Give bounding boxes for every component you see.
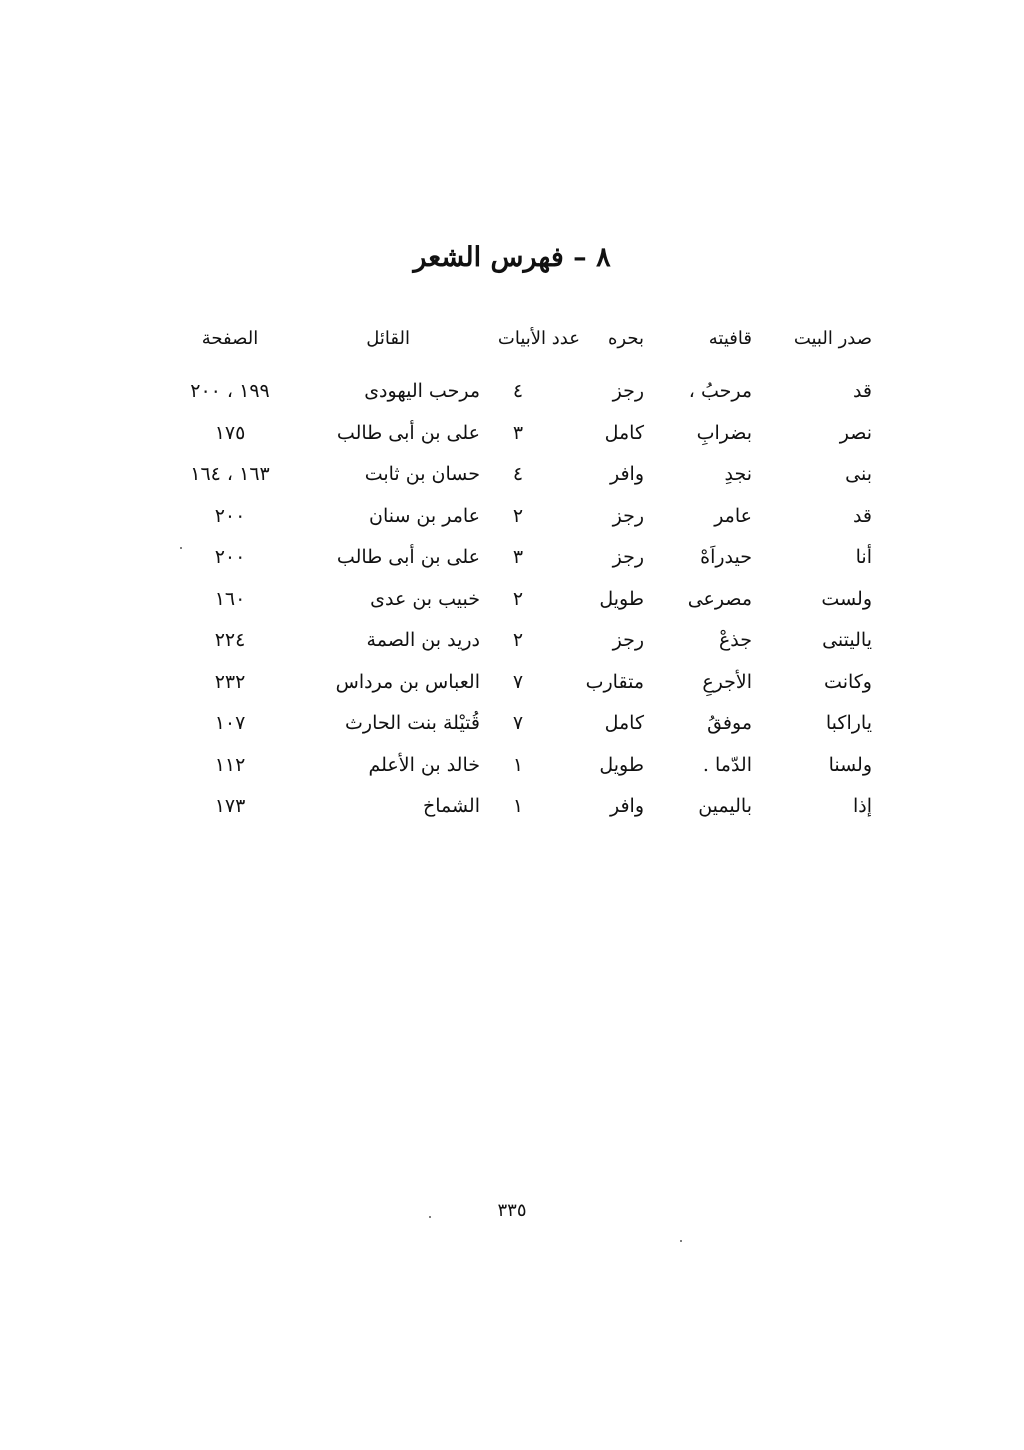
- table-header-row: [160, 322, 880, 374]
- cell-first-word: نصر: [839, 421, 872, 444]
- cell-verse-count: ٧: [512, 670, 524, 693]
- cell-rhyme: مصرعى: [687, 587, 752, 610]
- cell-first-word: وكانت: [824, 670, 872, 693]
- cell-poet: خبيب بن عدى: [370, 587, 480, 610]
- cell-meter: كامل: [604, 712, 644, 734]
- cell-first-word: قد: [852, 504, 872, 527]
- cell-page: ١٠٧: [214, 712, 246, 734]
- cell-verse-count: ٢: [512, 587, 524, 610]
- table-row: [160, 457, 880, 499]
- cell-page: ١٦٠: [214, 587, 246, 610]
- cell-meter: رجز: [612, 546, 644, 568]
- table-row: [160, 582, 880, 624]
- cell-poet: العباس بن مرداس: [335, 670, 480, 693]
- cell-verse-count: ٢: [512, 504, 524, 527]
- cell-first-word: ياليتنى: [822, 629, 872, 651]
- cell-rhyme: مرحبُ ،: [688, 380, 752, 402]
- cell-rhyme: بضرابِ: [696, 421, 752, 444]
- cell-page: ٢٢٤: [214, 629, 246, 651]
- poetry-index-table: [160, 322, 880, 831]
- cell-poet: عامر بن سنان: [368, 504, 480, 527]
- cell-meter: رجز: [612, 380, 644, 402]
- cell-first-word: بنى: [845, 463, 872, 485]
- cell-meter: رجز: [612, 504, 644, 527]
- table-row: [160, 665, 880, 707]
- scan-speck: [680, 1240, 682, 1242]
- cell-page: ١٧٥: [214, 421, 246, 444]
- cell-verse-count: ٧: [512, 712, 524, 734]
- cell-poet: دريد بن الصمة: [366, 629, 480, 651]
- table-row: [160, 623, 880, 665]
- cell-meter: وافر: [609, 795, 644, 817]
- cell-page: ٢٠٠: [214, 504, 246, 527]
- cell-page: ١١٢: [214, 753, 246, 776]
- cell-meter: طويل: [599, 753, 644, 776]
- cell-verse-count: ١: [512, 795, 524, 817]
- cell-verse-count: ٣: [512, 546, 524, 568]
- header-meter: بحره: [608, 328, 644, 349]
- cell-first-word: إذا: [852, 795, 872, 817]
- cell-meter: كامل: [604, 421, 644, 444]
- header-rhyme: قافيته: [708, 328, 752, 349]
- cell-verse-count: ٤: [512, 463, 524, 485]
- cell-meter: رجز: [612, 629, 644, 651]
- header-first-word: صدر البيت: [793, 328, 872, 349]
- scan-speck: [180, 547, 182, 549]
- cell-verse-count: ٣: [512, 421, 524, 444]
- table-row: [160, 416, 880, 458]
- cell-verse-count: ٤: [512, 380, 524, 402]
- cell-first-word: ولست: [821, 587, 872, 610]
- cell-poet: حسان بن ثابت: [364, 463, 480, 485]
- cell-meter: وافر: [609, 463, 644, 485]
- cell-poet: قُتيْلة بنت الحارث: [345, 712, 480, 734]
- table-row: [160, 706, 880, 748]
- cell-rhyme: موفقُ: [707, 712, 752, 734]
- header-page: الصفحة: [201, 328, 259, 349]
- cell-page: ٢٣٢: [214, 670, 246, 693]
- cell-rhyme: باليمين: [698, 795, 752, 817]
- cell-poet: على بن أبى طالب: [336, 546, 480, 568]
- cell-rhyme: حيدراَهْ: [700, 546, 752, 568]
- cell-meter: متقارب: [585, 670, 644, 693]
- cell-poet: الشماخ: [422, 795, 480, 817]
- table-row: [160, 374, 880, 416]
- cell-verse-count: ٢: [512, 629, 524, 651]
- cell-page: ١٦٣ ، ١٦٤: [190, 463, 270, 485]
- cell-rhyme: عامر: [714, 504, 752, 527]
- page-number: ٣٣٥: [497, 1200, 527, 1221]
- cell-first-word: قد: [852, 380, 872, 402]
- cell-verse-count: ١: [512, 753, 524, 776]
- header-poet: القائل: [366, 328, 410, 349]
- cell-first-word: ياراكبا: [825, 712, 872, 734]
- cell-rhyme: نجدِ: [724, 463, 752, 485]
- cell-poet: خالد بن الأعلم: [368, 753, 480, 776]
- header-verse-count: عدد الأبيات: [497, 328, 580, 349]
- cell-page: ٢٠٠: [214, 546, 246, 568]
- cell-rhyme: الدّما .: [702, 753, 752, 776]
- cell-poet: على بن أبى طالب: [336, 421, 480, 444]
- cell-meter: طويل: [599, 587, 644, 610]
- scan-speck: [429, 1216, 431, 1218]
- cell-page: ١٩٩ ، ٢٠٠: [190, 380, 270, 402]
- cell-poet: مرحب اليهودى: [364, 380, 480, 402]
- cell-rhyme: الأجرعِ: [702, 670, 752, 693]
- table-row: [160, 499, 880, 541]
- cell-first-word: أنا: [855, 546, 872, 568]
- cell-first-word: ولسنا: [828, 753, 872, 776]
- index-title: ٨ – فهرس الشعر: [413, 242, 611, 273]
- table-row: [160, 748, 880, 790]
- table-row: [160, 789, 880, 831]
- table-row: [160, 540, 880, 582]
- cell-rhyme: جذعْ: [718, 629, 752, 651]
- cell-page: ١٧٣: [214, 795, 246, 817]
